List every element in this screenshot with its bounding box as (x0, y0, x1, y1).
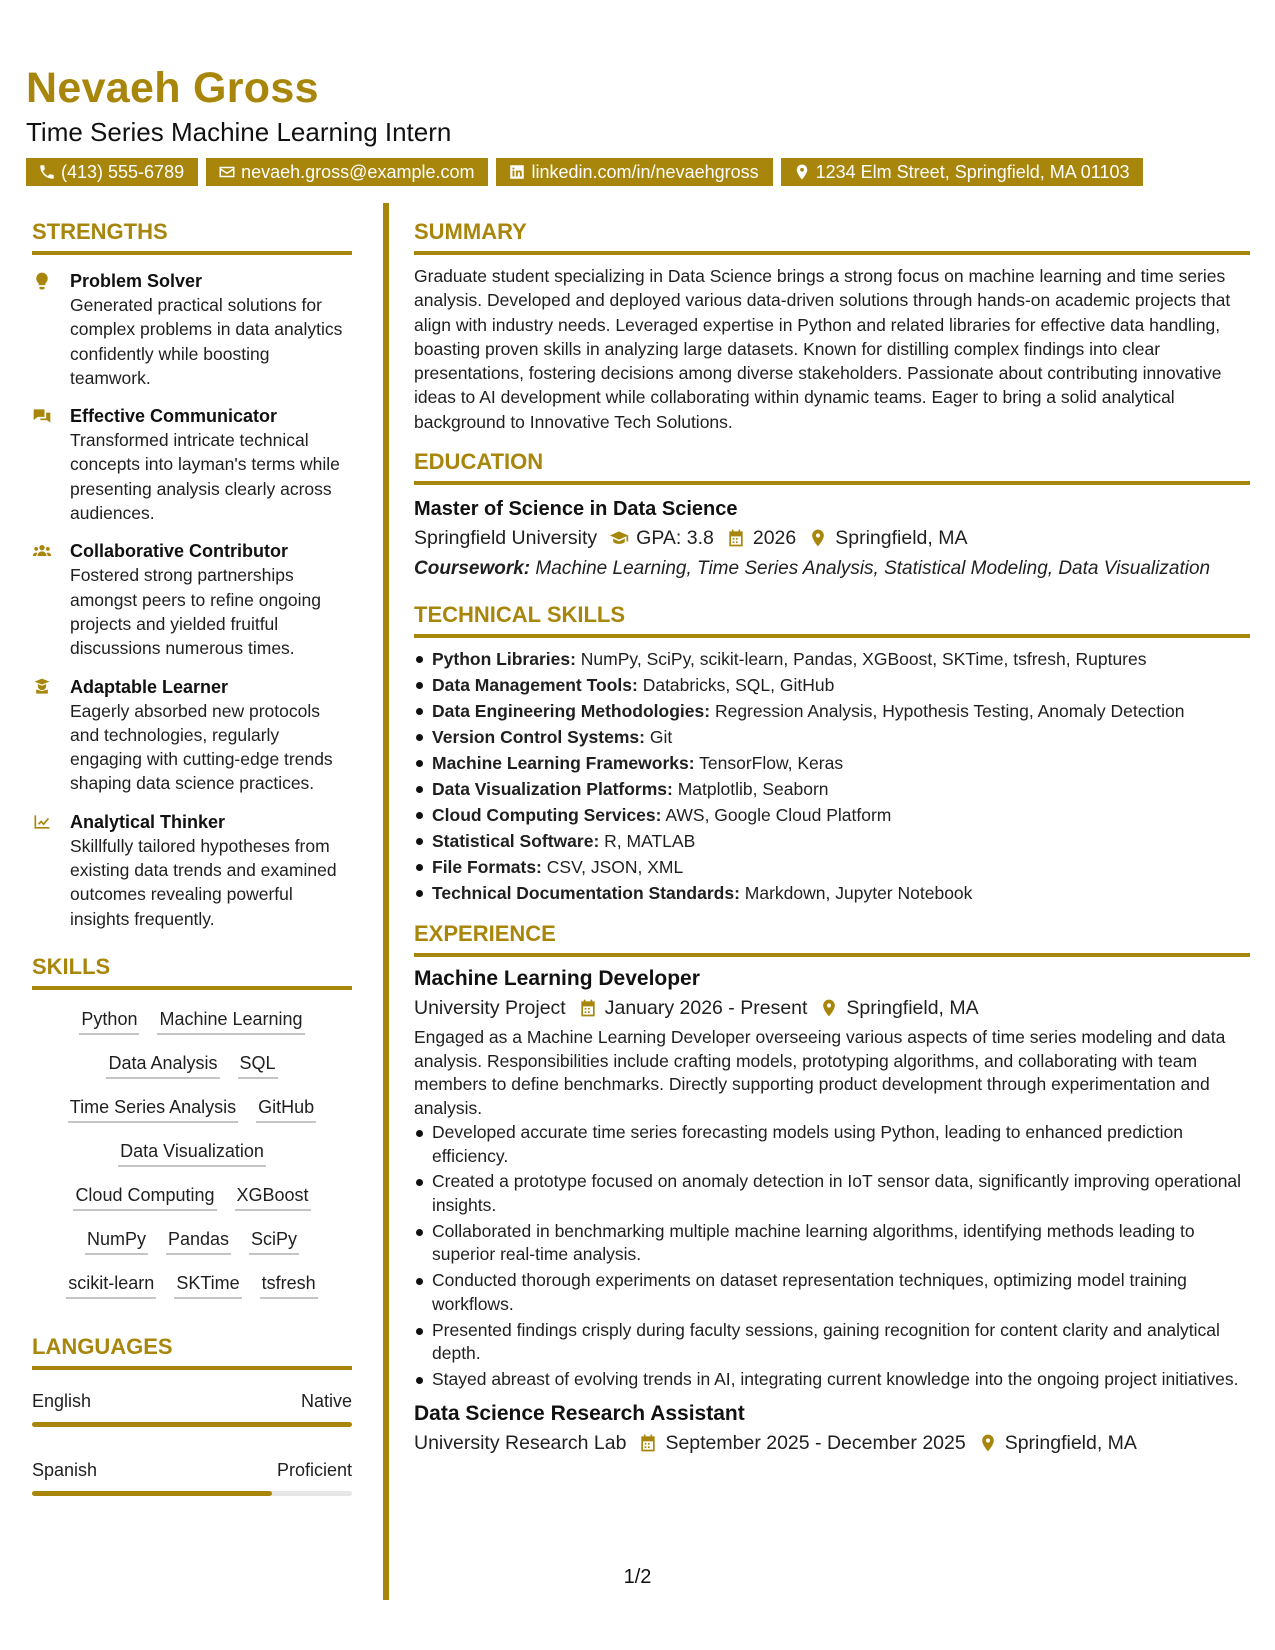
tech-value: TensorFlow, Keras (699, 753, 844, 774)
summary-heading: SUMMARY (414, 218, 1250, 255)
job-title: Data Science Research Assistant (414, 1401, 745, 1425)
tech-value: AWS, Google Cloud Platform (665, 805, 892, 826)
skill-tag: Cloud Computing (73, 1182, 216, 1211)
strengths-heading: STRENGTHS (32, 218, 352, 255)
strength-desc: Transformed intricate technical concepts into layman's terms while presenting analysis clearly across audiences. (70, 430, 340, 524)
strength-desc: Skillfully tailored hypotheses from existing data trends and examined outcomes revealing powerful insights frequently. (70, 835, 337, 929)
strength-desc: Generated practical solutions for complex problems in data analytics confidently while boosting teamwork. (70, 295, 343, 388)
list-item: Presented findings crisply during faculty sessions, gaining recognition for content clarity and analytical depth. (414, 1319, 1250, 1366)
list-item (414, 828, 1250, 854)
coursework (414, 557, 1250, 581)
users-icon (32, 541, 52, 561)
contact-email[interactable] (206, 158, 488, 186)
school-name: Springfield University (414, 527, 598, 550)
job-entry (414, 965, 1250, 1392)
calendar-icon (638, 1433, 658, 1453)
location-pin-icon (793, 163, 811, 181)
graduate-icon (32, 677, 52, 697)
skill-tag: SQL (238, 1050, 278, 1079)
strength-item (32, 675, 352, 796)
candidate-title: Time Series Machine Learning Intern (26, 117, 452, 147)
strength-title: Problem Solver (70, 271, 203, 291)
job-meta (414, 1428, 1250, 1458)
skill-tag: Machine Learning (157, 1006, 304, 1035)
strength-desc: Eagerly absorbed new protocols and technologies, regularly engaging with cutting-edge trends shaping data science practices. (70, 700, 333, 794)
technical-skills-heading: TECHNICAL SKILLS (414, 601, 1250, 638)
job-bullets (414, 1121, 1250, 1392)
candidate-name: Nevaeh Gross (26, 64, 319, 112)
list-item: Conducted thorough experiments on dataset representation techniques, optimizing model training workflows. (414, 1269, 1250, 1316)
left-column (32, 218, 352, 1496)
skill-tag: Pandas (166, 1226, 231, 1255)
job-description: Engaged as a Machine Learning Developer overseeing various aspects of time series modeling and data analysis. Responsibilities include crafting models, prototyping algorithms, and collaborating with team members to define benchmarks. Directly supporting product development through experimentation and analysis. (414, 1027, 1226, 1119)
tech-label: Cloud Computing Services: (432, 805, 662, 826)
tech-label: Statistical Software: (432, 831, 600, 852)
strength-title: Effective Communicator (70, 406, 278, 427)
tech-value: Databricks, SQL, GitHub (642, 675, 835, 696)
coursework-list: Machine Learning, Time Series Analysis, Statistical Modeling, Data Visualization (535, 558, 1211, 580)
tech-label: Version Control Systems: (432, 727, 645, 748)
contact-phone-text: (413) 555-6789 (61, 162, 185, 182)
tech-label: Data Management Tools: (432, 675, 638, 696)
tech-label: Python Libraries: (432, 649, 576, 670)
line-chart-icon (32, 812, 52, 832)
list-item: Created a prototype focused on anomaly detection in IoT sensor data, significantly improving operational insights. (414, 1170, 1250, 1217)
envelope-icon (218, 163, 236, 181)
tech-value: Markdown, Jupyter Notebook (744, 883, 973, 904)
list-item (414, 646, 1250, 672)
skill-row (32, 1050, 352, 1079)
skill-tag: Data Analysis (106, 1050, 219, 1079)
school-location: Springfield, MA (835, 527, 968, 550)
job-location: Springfield, MA (846, 997, 979, 1020)
chat-bubbles-icon (32, 406, 52, 426)
contact-bar (26, 158, 1256, 186)
strength-desc: Fostered strong partnerships amongst peers to refine ongoing projects and yielded fruitful discussions numerous times. (70, 565, 321, 659)
gpa-value: GPA: 3.8 (636, 527, 714, 550)
tech-value: Regression Analysis, Hypothesis Testing, Anomaly Detection (714, 701, 1185, 722)
contact-linkedin[interactable] (496, 158, 772, 186)
experience-heading: EXPERIENCE (414, 920, 1250, 957)
skill-tag: Data Visualization (118, 1138, 266, 1167)
list-item (414, 750, 1250, 776)
column-divider (383, 203, 389, 1600)
calendar-icon (726, 528, 746, 548)
strength-item (32, 810, 352, 931)
language-item (32, 1457, 352, 1496)
contact-address-text: 1234 Elm Street, Springfield, MA 01103 (815, 162, 1130, 182)
summary-text: Graduate student specializing in Data Science brings a strong focus on machine learning and time series analysis. Developed and deployed various data-driven solutions through hands-on academic projects that align with industry needs. Leveraged expertise in Python and related libraries for effective data handling, boasting proven skills in analyzing large datasets. Known for distilling complex findings into clear presentations, fostering decisions among diverse stakeholders. Passionate about contributing innovative ideas to AI development while collaborating within dynamic teams. Eager to bring a solid analytical background to Innovative Tech Solutions. (414, 266, 1231, 432)
list-item: Developed accurate time series forecasting models using Python, leading to enhanced prediction efficiency. (414, 1121, 1250, 1168)
skill-tag: tsfresh (260, 1270, 318, 1299)
language-bar (32, 1491, 352, 1496)
tech-value: Matplotlib, Seaborn (677, 779, 829, 800)
list-item (414, 776, 1250, 802)
coursework-label: Coursework: (414, 558, 531, 580)
contact-linkedin-text: linkedin.com/in/nevaehgross (531, 162, 759, 182)
skill-row (32, 1006, 352, 1035)
skill-tag: SciPy (249, 1226, 299, 1255)
job-org: University Project (414, 997, 566, 1020)
education-meta (414, 523, 1250, 553)
contact-email-text: nevaeh.gross@example.com (241, 162, 475, 182)
resume-header (26, 62, 1256, 186)
tech-value: CSV, JSON, XML (546, 857, 684, 878)
skill-row (32, 1094, 352, 1123)
tech-label: Machine Learning Frameworks: (432, 753, 695, 774)
education-heading: EDUCATION (414, 448, 1250, 485)
strength-title: Collaborative Contributor (70, 541, 289, 562)
skill-row (32, 1226, 352, 1255)
contact-phone[interactable] (26, 158, 198, 186)
language-name: Spanish (32, 1459, 98, 1480)
tech-label: Data Visualization Platforms: (432, 779, 673, 800)
location-pin-icon (808, 528, 828, 548)
skill-tag: Python (79, 1006, 139, 1035)
tech-label: File Formats: (432, 857, 542, 878)
skill-tag: Time Series Analysis (68, 1094, 238, 1123)
skill-tag: GitHub (256, 1094, 316, 1123)
lightbulb-icon (32, 271, 52, 291)
strength-item (32, 269, 352, 390)
list-item: Stayed abreast of evolving trends in AI, integrating current knowledge into the ongoing project initiatives. (414, 1368, 1250, 1392)
list-item (414, 802, 1250, 828)
strength-title: Analytical Thinker (70, 811, 226, 832)
degree-title: Master of Science in Data Science (414, 498, 738, 521)
skill-tag: SKTime (174, 1270, 241, 1299)
job-org: University Research Lab (414, 1431, 627, 1454)
strength-title: Adaptable Learner (70, 676, 229, 697)
list-item: Collaborated in benchmarking multiple machine learning algorithms, identifying methods leading to superior real-time analysis. (414, 1220, 1250, 1267)
strength-item (32, 404, 352, 525)
tech-label: Technical Documentation Standards: (432, 883, 740, 904)
language-level: Proficient (276, 1459, 352, 1480)
language-bar (32, 1422, 352, 1427)
tech-value: NumPy, SciPy, scikit-learn, Pandas, XGBoost, SKTime, tsfresh, Ruptures (580, 649, 1147, 670)
language-level: Native (300, 1390, 352, 1411)
language-bar-fill (32, 1491, 272, 1496)
skills-list (32, 1006, 352, 1299)
job-entry (414, 1400, 1250, 1458)
skills-heading: SKILLS (32, 953, 352, 990)
contact-address (781, 158, 1144, 186)
technical-skills-list (414, 646, 1250, 906)
linkedin-icon (508, 163, 526, 181)
page-number: 1/2 (623, 1566, 652, 1588)
languages-heading: LANGUAGES (32, 1333, 352, 1370)
job-meta (414, 993, 1250, 1023)
graduation-cap-icon (609, 528, 629, 548)
strength-item (32, 539, 352, 660)
job-location: Springfield, MA (1004, 1431, 1137, 1454)
skill-row (32, 1270, 352, 1299)
skill-tag: XGBoost (235, 1182, 311, 1211)
list-item (414, 724, 1250, 750)
phone-icon (38, 163, 56, 181)
language-bar-fill (32, 1422, 352, 1427)
list-item (414, 672, 1250, 698)
location-pin-icon (819, 998, 839, 1018)
list-item (414, 698, 1250, 724)
tech-value: Git (649, 727, 673, 748)
right-column (414, 218, 1250, 1458)
graduation-year: 2026 (752, 527, 797, 550)
tech-value: R, MATLAB (604, 831, 696, 852)
job-dates: January 2026 - Present (604, 997, 808, 1020)
language-item (32, 1388, 352, 1427)
skill-tag: NumPy (85, 1226, 148, 1255)
tech-label: Data Engineering Methodologies: (432, 701, 711, 722)
job-title: Machine Learning Developer (414, 967, 700, 991)
list-item (414, 880, 1250, 906)
skill-tag: scikit-learn (66, 1270, 156, 1299)
job-dates: September 2025 - December 2025 (665, 1431, 966, 1454)
skill-row (32, 1138, 352, 1167)
list-item (414, 854, 1250, 880)
language-name: English (32, 1390, 92, 1411)
calendar-icon (578, 998, 598, 1018)
skill-row (32, 1182, 352, 1211)
location-pin-icon (978, 1433, 998, 1453)
